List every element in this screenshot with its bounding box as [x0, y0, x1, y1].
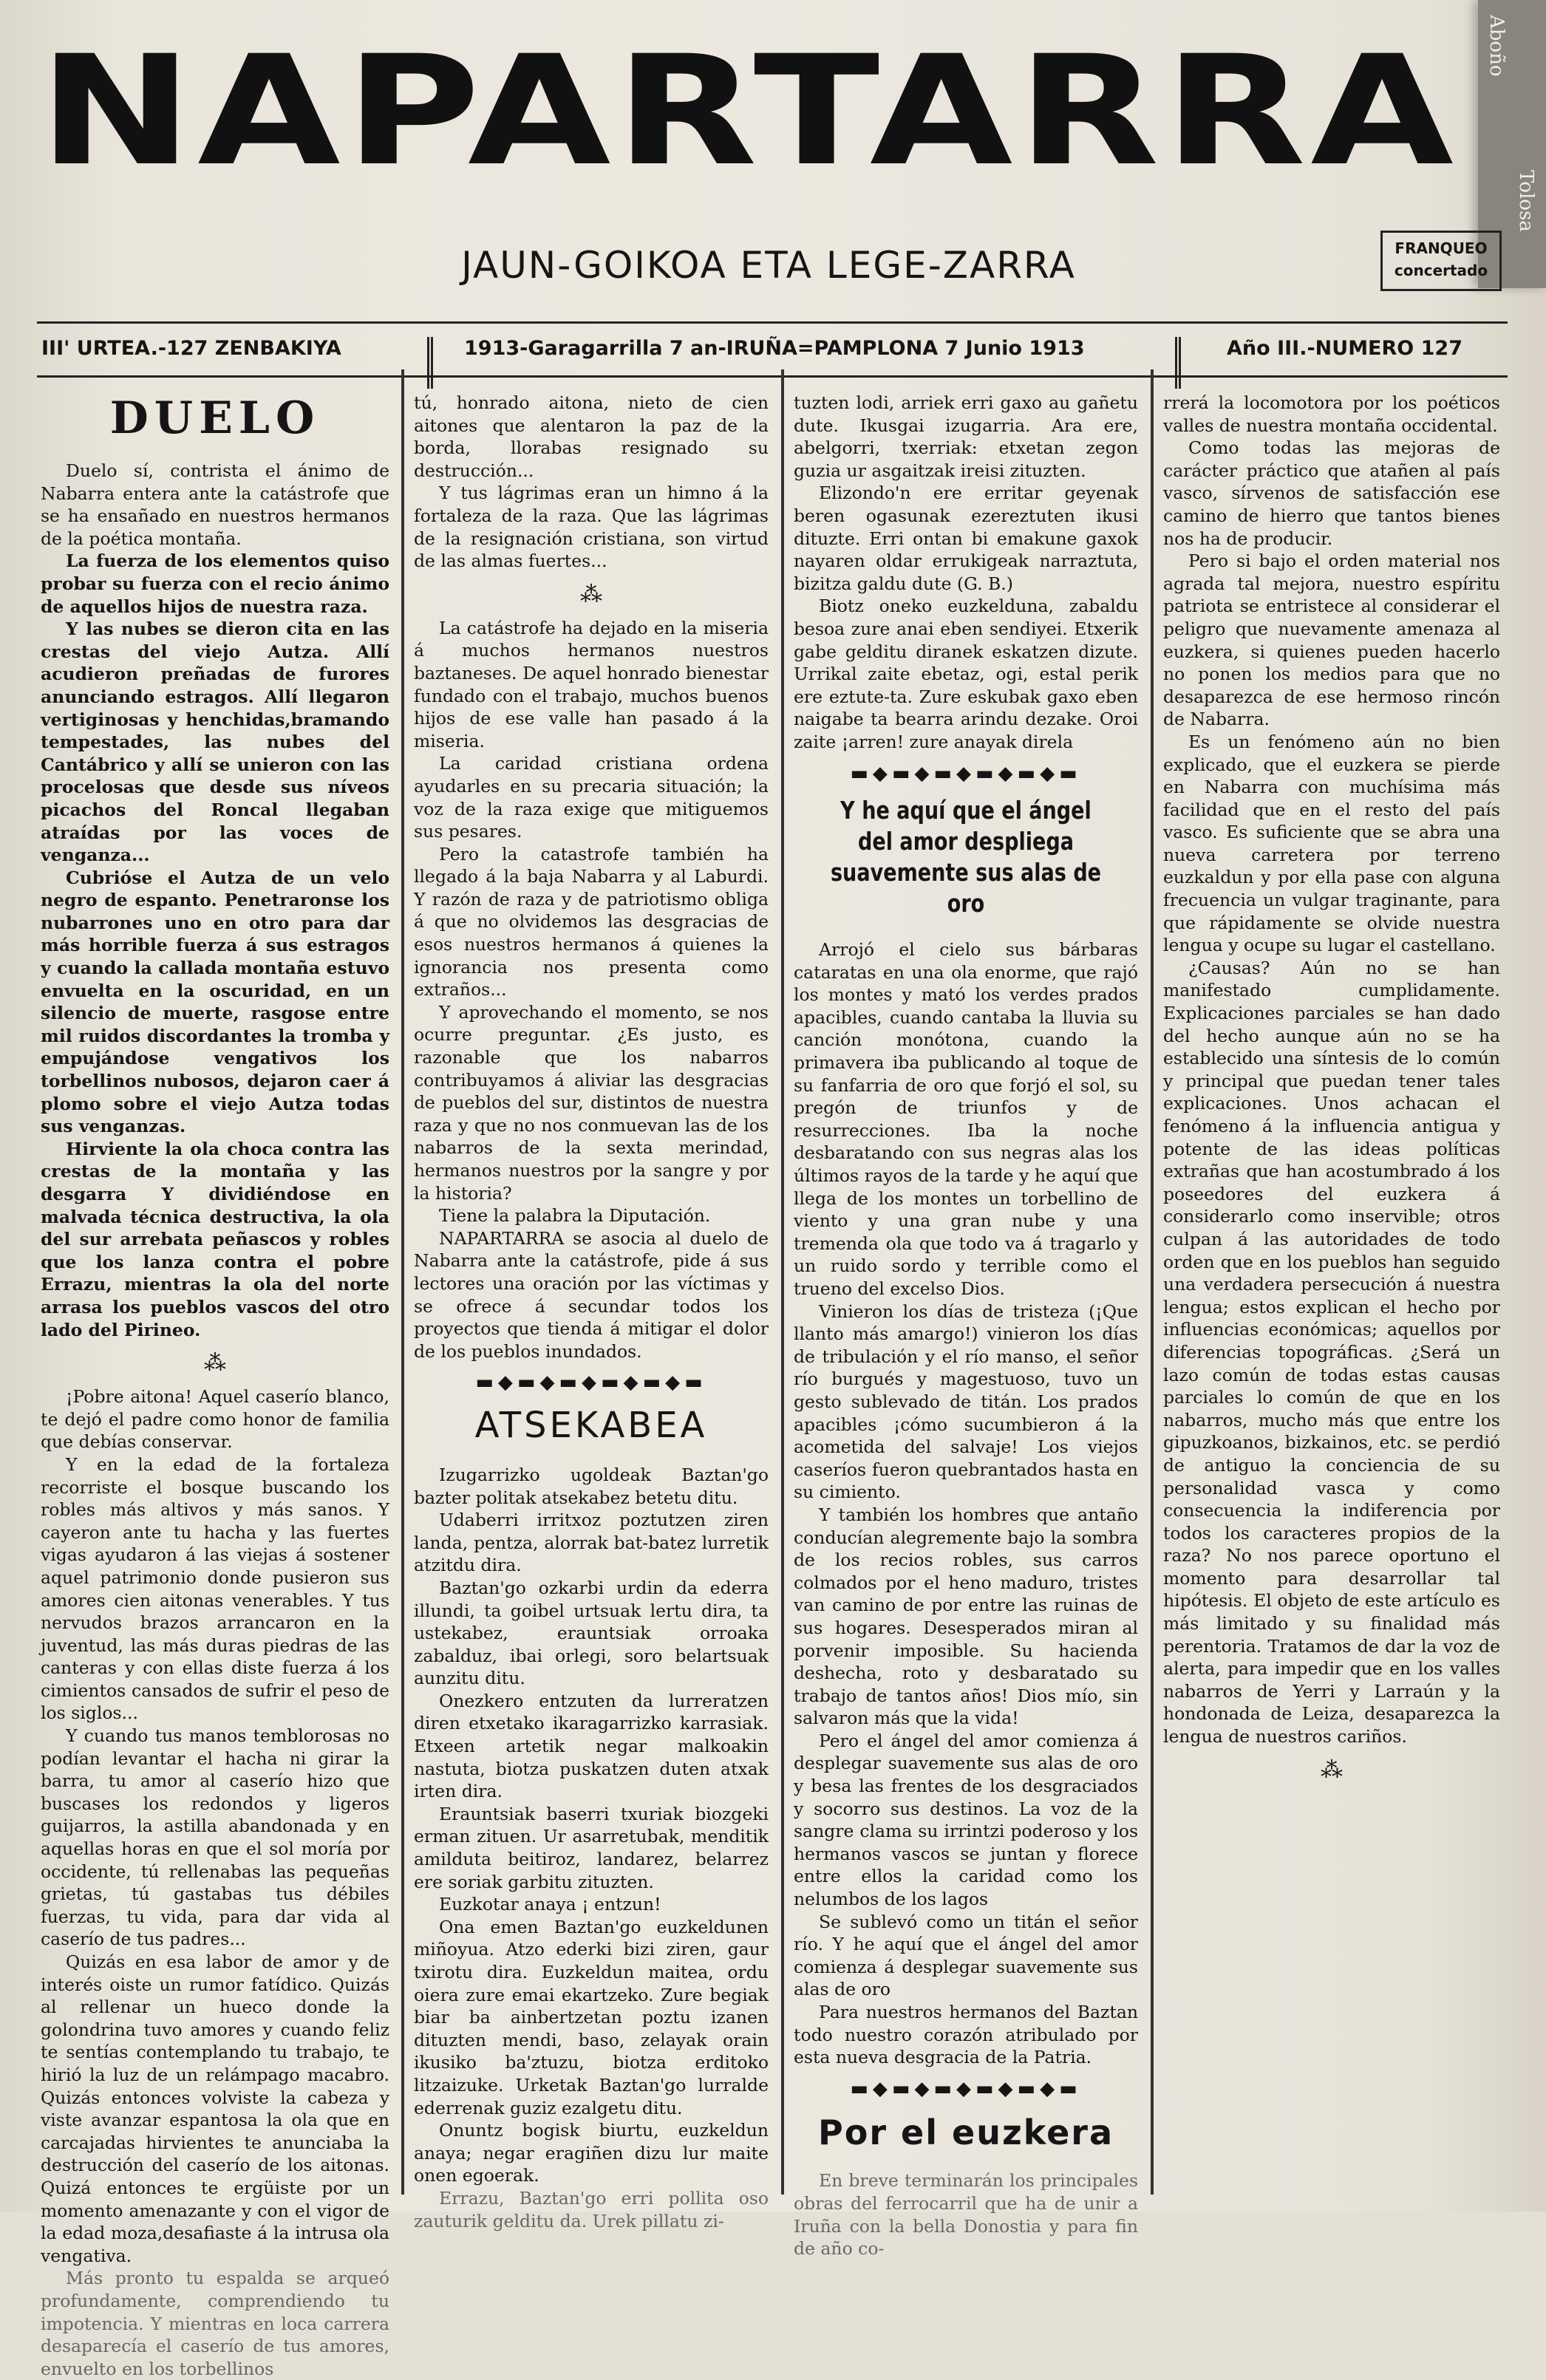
article-heading-duelo: DUELO — [109, 392, 321, 444]
article-paragraph: Y también los hombres que antaño conducían alegremente bajo la sombra de los recios robles, sus carros colmados por el heno maduro, tristes van camino de por entre las ruinas de sus hogares. Desesperados miran al porvenir imposible. Su hacienda deshecha, roto y desbaratado su trabajo de tantos años! Dios mío, sin salvaron más que la vida! — [794, 1504, 1138, 1729]
dateline-issue-es: Año III.-NUMERO 127 — [1227, 337, 1463, 360]
dateline-date: 1913-Garagarrilla 7 an-IRUÑA=PAMPLONA 7 Junio 1913 — [464, 337, 1085, 360]
column-rule — [1151, 369, 1154, 2195]
article-paragraph: Onezkero entzuten da lurreratzen diren etxetako ikaragarrizko karrasiak. Etxeen artetik negar malkoakin nastuta, biotza puskatzen duten atxak irten dira. — [414, 1690, 769, 1802]
article-paragraph: Udaberri irritxoz poztutzen ziren landa, pentza, alorrak bat-batez lurretik atzitdu dira. — [414, 1510, 769, 1576]
ornamental-divider: ▬◆▬◆▬◆▬◆▬◆▬ — [850, 2077, 1082, 2100]
article-paragraph: La catástrofe ha dejado en la miseria á muchos hermanos nuestros baztaneses. De aquel honrado bienestar fundado con el trabajo, muchos buenos hijos de ese valle han pasado á la miseria. — [414, 617, 769, 751]
article-paragraph: Izugarrizko ugoldeak Baztan'go bazter politak atsekabez betetu ditu. — [414, 1464, 769, 1508]
asterism-separator: ⁂ — [1321, 1756, 1343, 1783]
article-paragraph: Ona emen Baztan'go euzkeldunen miñoyua. Atzo ederki bizi ziren, gaur txirotu dira. Euzkeldun maitea, ordu oiera zure emai ekartzeko. Zure begiak biar ba ainbertzetan poztu izanen dituzten mendi, baso, zelayak orain ikusiko ba'ztuzu, biotza erditoko litzaizuke. Urketak Baztan'go lurralde ederrenak guziz ezalgetu ditu. — [414, 1916, 769, 2118]
article-paragraph: rrerá la locomotora por los poéticos valles de nuestra montaña occidental. — [1163, 392, 1500, 436]
article-paragraph: Y en la edad de la fortaleza recorriste el bosque buscando los robles más altivos y más sanos. Y cayeron ante tu hacha y las fuertes vigas ayudaron á las viejas á sostener aquel patrimonio donde pusieron sus amores cien aitonas venerables. Y tus nervudos brazos arrancaron en la juventud, las más duras piedras de las canteras y con ellas diste fuerza á los cimientos cansados de sufrir el peso de los siglos... — [41, 1453, 389, 1724]
article-paragraph: En breve terminarán los principales obras del ferrocarril que ha de unir a Iruña con la bella Donostia y para fin de año co- — [794, 2170, 1138, 2260]
article-paragraph: Erauntsiak baserri txuriak biozgeki erman zituen. Ur asarretubak, menditik amilduta beitiroz, landarez, belarrez ere soriak garbitu zituzten. — [414, 1803, 769, 1892]
asterism-separator: ⁂ — [204, 1350, 226, 1377]
column-3 — [794, 392, 1138, 2260]
article-heading-atsekabea: ATSEKABEA — [474, 1404, 708, 1446]
article-paragraph: Vinieron los días de tristeza (¡Que llanto más amargo!) vinieron los días de tribulación y el río manso, el señor río burgués y magestuoso, tuvo un gesto sublevado de titán. Los prados apacibles ¡cómo sucumbieron á la acometida del salvaje! Los viejos caseríos fueron quebrantados hasta en su cimiento. — [794, 1300, 1138, 1503]
article-paragraph: Para nuestros hermanos del Baztan todo nuestro corazón atribulado por esta nueva desgracia de la Patria. — [794, 2002, 1138, 2068]
article-paragraph: Es un fenómeno aún no bien explicado, que el euzkera se pierde en Nabarra con muchísima más facilidad que en el resto del país vasco. Es suficiente que se abra una nueva carretera por terreno euzkaldun y por ella pase con alguna frecuencia un vulgar traginante, para que rápidamente se olvide nuestra lengua y ocupe su lugar el castellano. — [1163, 731, 1500, 956]
franqueo-box — [1380, 231, 1502, 291]
masthead-title: NAPARTARRA — [38, 22, 1458, 200]
franqueo-line2: concertado — [1394, 262, 1488, 279]
article-paragraph: ¡Pobre aitona! Aquel caserío blanco, te dejó el padre como honor de familia que debías conservar. — [41, 1386, 389, 1453]
article-paragraph: Pero la catastrofe también ha llegado á la baja Nabarra y al Laburdi. Y razón de raza y de patriotismo obliga á que no olvidemos las desgracias de esos nuestros hermanos á quienes la ignorancia nos presenta como extraños... — [414, 843, 769, 1000]
ornamental-divider: ▬◆▬◆▬◆▬◆▬◆▬ — [475, 1371, 707, 1394]
ornamental-divider: ▬◆▬◆▬◆▬◆▬◆▬ — [850, 762, 1082, 785]
article-paragraph: NAPARTARRA se asocia al duelo de Nabarra ante la catástrofe, pide á sus lectores una oración por las víctimas y se ofrece á secundar todos los proyectos que tienda á mitigar el dolor de los pueblos inundados. — [414, 1227, 769, 1362]
column-4 — [1163, 392, 1500, 2195]
column-rule — [401, 369, 404, 2195]
article-paragraph: Errazu, Baztan'go erri pollita oso zauturik gelditu da. Urek pillatu zi- — [414, 2187, 769, 2231]
article-paragraph: Arrojó el cielo sus bárbaras cataratas en una ola enorme, que rajó los montes y mató los verdes prados apacibles, cuando cantaba la lluvia su canción monótona, cuando la primavera iba publicando al toque de su fanfarria de oro que forjó el sol, su pregón de triunfos y de resurrecciones. Iba la noche desbaratando con sus negras alas los últimos rayos de la tarde y he aquí que llega de los montes un torbellino de viento y una gran nube y una tremenda ola que todo va á tragarlo y un ruido sordo y terrible como el trueno del excelso Dios. — [794, 939, 1138, 1299]
article-paragraph: Pero si bajo el orden material nos agrada tal mejora, nuestro espíritu patriota se entristece al considerar el peligro que nuevamente amenaza al euzkera, si quienes pueden hacerlo no ponen los medios para que no desaparezca de ese hermoso rincón de Nabarra. — [1163, 550, 1500, 730]
article-paragraph: Hirviente la ola choca contra las crestas de la montaña y las desgarra Y dividiéndose en malvada técnica destructiva, la ola del sur arrebata peñascos y robles que los lanza contra el pobre Errazu, mientras la ola del norte arrasa los pueblos vascos del otro lado del Pirineo. — [41, 1138, 389, 1340]
dateline — [37, 321, 1508, 378]
article-paragraph: Pero el ángel del amor comienza á desplegar suavemente sus alas de oro y besa las frentes de los desgraciados y socorro sus destinos. La voz de la sangre clama su irrintzi poderoso y los hermanos vascos se juntan y florece entre ellos la caridad como los nelumbos de los lagos — [794, 1730, 1138, 1910]
article-paragraph: La caridad cristiana ordena ayudarles en su precaria situación; la voz de la raza exige que mitiguemos sus pesares. — [414, 753, 769, 842]
edge-label-tolosa: Tolosa — [1515, 170, 1537, 232]
article-paragraph: ¿Causas? Aún no se han manifestado cumplidamente. Explicaciones parciales se han dado del hecho aunque aún no se ha establecido una síntesis de lo común y principal que puedan tener tales explicaciones. Unos achacan el fenómeno á la influencia antigua y potente de las ideas políticas extrañas que han acostumbrado á los poseedores del euzkera á considerarlo como inservible; otros culpan á las autoridades de todo orden que en los pueblos han seguido una verdadera persecución á nuestra lengua; estos explican el hecho por influencias económicas; aquellos por diferencias topográficas. ¿Será un lazo común de todas estas causas parciales lo común de que en los nabarros, mucho más que entre los gipuzkoanos, bizkainos, etc. se perdió de antiguo la conciencia de su personalidad vasca y como consecuencia la indiferencia por todos los caracteres propios de la raza? No nos parece oportuno el momento para desarrollar tal hipótesis. El objeto de este artículo es más limitado y su finalidad más perentoria. Tratamos de dar la voz de alerta, para impedir que en los valles nabarros de Yerri y Larraún y la hondonada de Leiza, desaparezca la lengua de nuestros cariños. — [1163, 957, 1500, 1748]
dateline-issue-eu: III' URTEA.-127 ZENBAKIYA — [41, 337, 341, 360]
article-paragraph: Duelo sí, contrista el ánimo de Nabarra entera ante la catástrofe que se ha ensañado en nuestros hermanos de la poética montaña. — [41, 460, 389, 549]
column-1 — [41, 392, 389, 2379]
article-paragraph: Y cuando tus manos temblorosas no podían levantar el hacha ni girar la barra, tu amor al caserío hizo que buscases los redondos y ligeros guijarros, la astilla abandonada y en aquellas horas en que el sol moría por occidente, tú rellenabas las pequeñas grietas, tú gastabas tus débiles fuerzas, tu vida, para dar vida al caserío de tus padres... — [41, 1725, 389, 1950]
column-rule — [781, 369, 784, 2195]
article-paragraph: La fuerza de los elementos quiso probar su fuerza con el recio ánimo de aquellos hijos de nuestra raza. — [41, 550, 389, 617]
dateline-separator — [427, 337, 433, 389]
article-paragraph: Se sublevó como un titán el señor río. Y he aquí que el ángel del amor comienza á desplegar suavemente sus alas de oro — [794, 1911, 1138, 2000]
motto: JAUN-GOIKOA ETA LEGE-ZARRA — [461, 244, 1076, 287]
edge-label-aboño: Aboño — [1485, 15, 1508, 77]
article-paragraph: Onuntz bogisk biurtu, euzkeldun anaya; negar eragiñen dizu lur maite onen egoerak. — [414, 2120, 769, 2186]
article-paragraph: Tiene la palabra la Diputación. — [439, 1205, 711, 1227]
article-heading-angel: Y he aquí que el ángel del amor despliega suavemente sus alas de oro — [830, 796, 1102, 918]
article-heading-euzkera: Por el euzkera — [818, 2113, 1114, 2153]
article-paragraph: Elizondo'n ere erritar geyenak beren ogasunak ezereztuten ikusi dituzte. Erri ontan bi emakune gaxok nayaren oldar errukigeak narraztuta, bizitza galdu dute (G. B.) — [794, 483, 1138, 594]
article-paragraph: Y aprovechando el momento, se nos ocurre preguntar. ¿Es justo, es razonable que los nabarros contribuyamos á aliviar las desgracias de pueblos del sur, distintos de nuestra raza y que no nos conmuevan las de los nabarros de la sexta merindad, hermanos nuestros por la sangre y por la historia? — [414, 1001, 769, 1204]
article-paragraph: Y las nubes se dieron cita en las crestas del viejo Autza. Allí acudieron preñadas de furores anunciando estragos. Allí llegaron vertiginosas y henchidas,bramando tempestades, las nubes del Cantábrico y allí se unieron con las procelosas que desde sus níveos picachos del Roncal llegaban atraídas por las voces de venganza... — [41, 618, 389, 866]
article-paragraph: Quizás en esa labor de amor y de interés oiste un rumor fatídico. Quizás al rellenar un hueco donde la golondrina tuvo amores y cuando feliz te sentías contemplando tu trabajo, te hirió la luz de un relámpago macabro. Quizás entonces volviste la cabeza y viste avanzar espantosa la ola que en carcajadas hirvientes te anunciaba la destrucción del caserío de los aitonas. Quizá entonces te ergüiste por un momento amenazante y con el vigor de la edad moza,desafiaste á la intrusa ola vengativa. — [41, 1951, 389, 2266]
article-paragraph: tuzten lodi, arriek erri gaxo au gañetu dute. Ikusgai izugarria. Ara ere, abelgorri, txerriak: etxetan zegon guzia ur asgaitzak ireisi zituzten. — [794, 392, 1138, 481]
article-paragraph: Como todas las mejoras de carácter práctico que atañen al país vasco, sírvenos de satisfacción ese camino de hierro que tantos bienes nos ha de producir. — [1163, 437, 1500, 549]
column-2 — [414, 392, 769, 2231]
asterism-separator: ⁂ — [580, 581, 602, 607]
franqueo-line1: FRANQUEO — [1395, 239, 1488, 257]
article-paragraph: Y tus lágrimas eran un himno á la fortaleza de la raza. Que las lágrimas de la resignación cristiana, son virtud de las almas fuertes... — [414, 483, 769, 572]
article-paragraph: Euzkotar anaya ¡ entzun! — [439, 1894, 661, 1915]
article-paragraph: tú, honrado aitona, nieto de cien aitones que alentaron la paz de la borda, llorabas resignado su destrucción... — [414, 392, 769, 481]
dateline-separator — [1175, 337, 1181, 389]
article-paragraph: Cubrióse el Autza de un velo negro de espanto. Penetraronse los nubarrones uno en otro para dar más horrible fuerza á sus estragos y cuando la callada montaña estuvo envuelta en la oscuridad, en un silencio de muerte, rasgose entre mil ruidos discordantes la tromba y empujándose vengativos los torbellinos nubosos, dejaron caer á plomo sobre el viejo Autza todas sus venganzas. — [41, 867, 389, 1137]
article-paragraph: Más pronto tu espalda se arqueó profundamente, comprendiendo tu impotencia. Y mientras en loca carrera desaparecía el caserío de tus amores, envuelto en los torbellinos — [41, 2268, 389, 2379]
article-paragraph: Baztan'go ozkarbi urdin da ederra illundi, ta goibel urtsuak lertu dira, ta ustekabez, erauntsiak orroaka zabalduz, ibai orlegi, soro belartsuak aunzitu ditu. — [414, 1577, 769, 1689]
article-paragraph: Biotz oneko euzkelduna, zabaldu besoa zure anai eben sendiyei. Etxerik gabe gelditu diranek eskatzen dizute. Urrikal zaite ebetaz, ogi, estal perik ere eztute-ta. Zure eskubak gaxo eben naigabe ta bearra arindu dezake. Oroi zaite ¡arren! zure anayak direla — [794, 596, 1138, 752]
